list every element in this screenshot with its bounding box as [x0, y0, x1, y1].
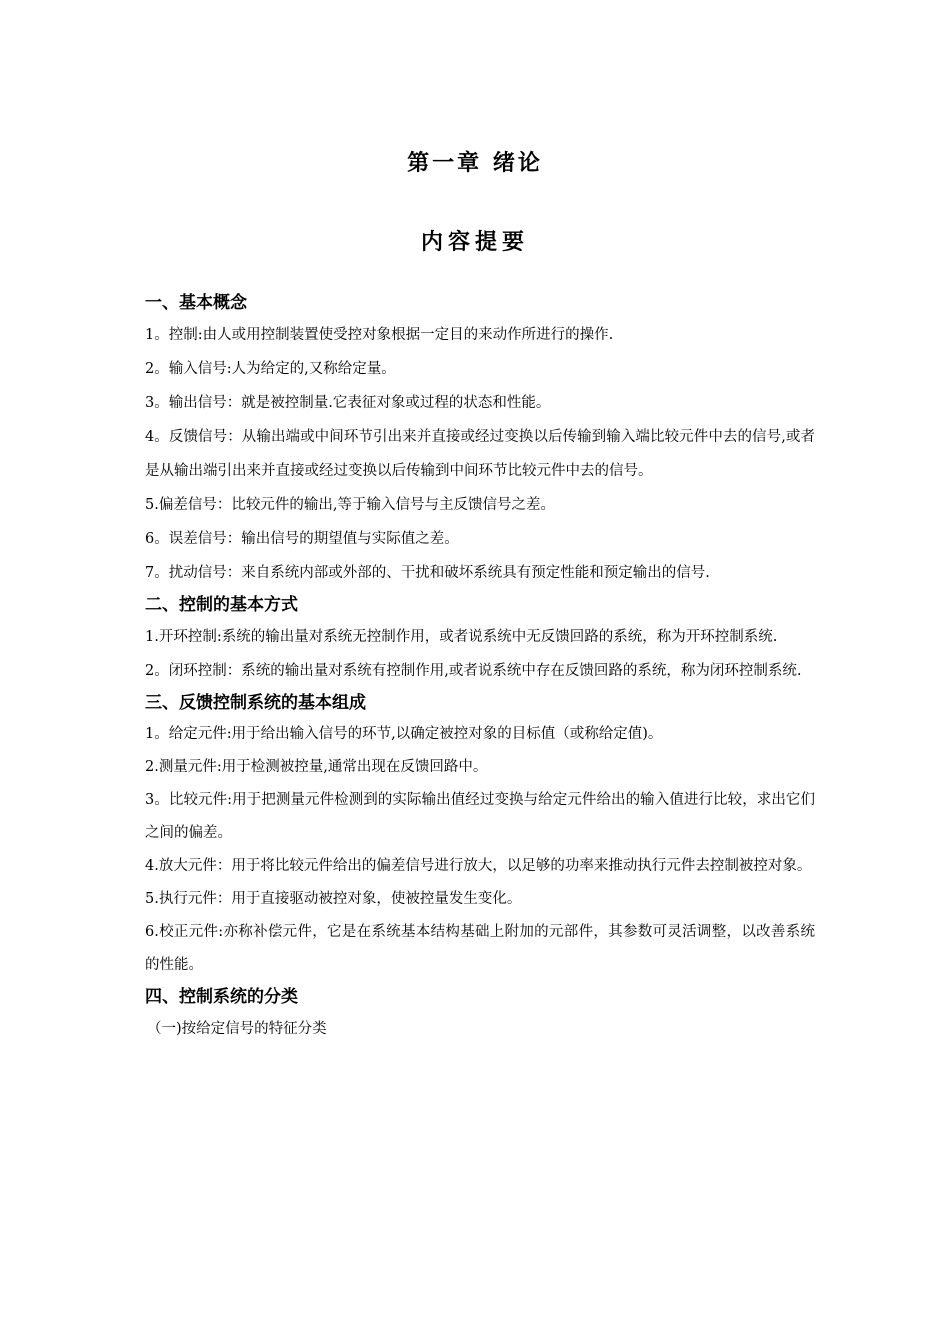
list-item: 2.测量元件:用于检测被控量,通常出现在反馈回路中。 — [145, 759, 488, 775]
section-heading: 四、控制系统的分类 — [145, 987, 298, 1007]
chapter-title: 第一章 绪论 — [407, 150, 543, 176]
list-item: 1.开环控制:系统的输出量对系统无控制作用，或者说系统中无反馈回路的系统，称为开环控制系统. — [145, 629, 778, 645]
list-item: 5.执行元件：用于直接驱动被控对象，使被控量发生变化。 — [145, 891, 522, 907]
list-item: 6。误差信号：输出信号的期望值与实际值之差。 — [145, 531, 459, 547]
list-item: 1。控制:由人或用控制装置使受控对象根据一定目的来动作所进行的操作. — [145, 327, 614, 343]
sub-heading: （一)按给定信号的特征分类 — [147, 1021, 327, 1037]
summary-title: 内容提要 — [420, 229, 529, 255]
section-heading: 三、反馈控制系统的基本组成 — [145, 693, 366, 713]
list-item: 3。比较元件:用于把测量元件检测到的实际输出值经过变换与给定元件给出的输入值进行比较，求出它们之间的偏差。 — [145, 792, 815, 841]
list-item: 2。闭环控制：系统的输出量对系统有控制作用,或者说系统中存在反馈回路的系统，称为闭环控制系统. — [145, 663, 802, 679]
list-item: 3。输出信号：就是被控制量.它表征对象或过程的状态和性能。 — [145, 395, 551, 411]
list-item: 5.偏差信号：比较元件的输出,等于输入信号与主反馈信号之差。 — [145, 497, 555, 513]
list-item: 2。输入信号:人为给定的,又称给定量。 — [145, 361, 396, 377]
list-item: 4。反馈信号：从输出端或中间环节引出来并直接或经过变换以后传输到输入端比较元件中去的信号,或者是从输出端引出来并直接或经过变换以后传输到中间环节比较元件中去的信号。 — [145, 429, 815, 479]
list-item: 7。扰动信号：来自系统内部或外部的、干扰和破坏系统具有预定性能和预定输出的信号. — [145, 565, 710, 581]
list-item: 1。给定元件:用于给出输入信号的环节,以确定被控对象的目标值（或称给定值)。 — [145, 726, 663, 742]
list-item: 4.放大元件：用于将比较元件给出的偏差信号进行放大，以足够的功率来推动执行元件去控制被控对象。 — [145, 858, 812, 874]
list-item: 6.校正元件:亦称补偿元件，它是在系统基本结构基础上附加的元部件，其参数可灵活调整，以改善系统的性能。 — [145, 924, 815, 973]
section-heading: 二、控制的基本方式 — [145, 595, 298, 615]
document-body — [145, 288, 815, 1046]
section-heading: 一、基本概念 — [145, 293, 247, 313]
